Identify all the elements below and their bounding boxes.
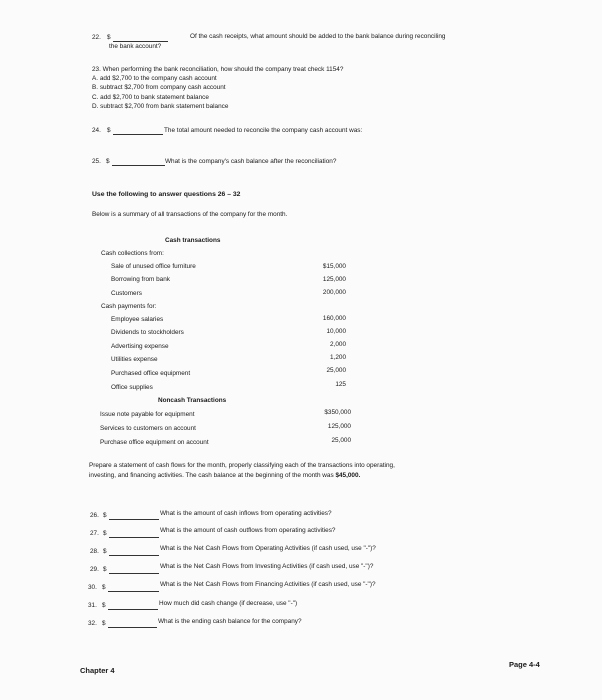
collections-label: Cash collections from: — [101, 250, 164, 257]
collection-value: 200,000 — [322, 289, 346, 296]
question-text: What is the Net Cash Flows from Investing Activities (if cash used, use "-")? — [160, 563, 374, 570]
q23-option-d: D. subtract $2,700 from bank statement balance — [92, 103, 229, 110]
payment-value: 1,200 — [330, 354, 346, 361]
question-text: How much did cash change (if decrease, use "-") — [159, 600, 298, 607]
answer-blank[interactable] — [109, 530, 159, 538]
q23-stem: 23. When performing the bank reconciliation, how should the company treat check 1154? — [92, 66, 344, 73]
noncash-value: $350,000 — [324, 409, 351, 416]
noncash-label: Issue note payable for equipment — [100, 411, 195, 418]
payment-value: 125 — [335, 381, 346, 388]
q24-text: The total amount needed to reconcile the company cash account was: — [164, 127, 363, 134]
question-dollar: $ — [102, 620, 106, 627]
q23-option-c: C. add $2,700 to bank statement balance — [92, 94, 209, 101]
question-dollar: $ — [102, 584, 106, 591]
payment-value: 25,000 — [326, 367, 346, 374]
question-dollar: $ — [103, 548, 107, 555]
question-text: What is the ending cash balance for the company? — [158, 618, 302, 625]
payment-label: Dividends to stockholders — [111, 329, 184, 336]
answer-blank[interactable] — [109, 566, 159, 574]
question-dollar: $ — [103, 530, 107, 537]
payment-label: Utilities expense — [111, 356, 158, 363]
question-text: What is the Net Cash Flows from Financing Activities (if cash used, use "-")? — [160, 581, 376, 588]
q23-option-a: A. add $2,700 to the company cash account — [92, 75, 217, 82]
question-text: What is the amount of cash inflows from operating activities? — [160, 510, 332, 517]
payment-label: Office supplies — [111, 384, 153, 391]
payment-value: 10,000 — [326, 328, 346, 335]
q22-dollar: $ — [107, 34, 111, 41]
collection-label: Sale of unused office furniture — [111, 263, 196, 270]
instructions-line-2 — [89, 472, 360, 479]
question-number: 31. — [88, 602, 97, 609]
q22-answer-blank[interactable] — [113, 34, 168, 42]
q25-text: What is the company's cash balance after the reconciliation? — [165, 158, 337, 165]
answer-blank[interactable] — [108, 602, 158, 610]
q23-option-b: B. subtract $2,700 from company cash account — [92, 84, 226, 91]
answer-blank[interactable] — [109, 548, 159, 556]
question-number: 26. — [90, 512, 99, 519]
collection-label: Customers — [111, 290, 142, 297]
answer-blank[interactable] — [108, 620, 157, 628]
q24-dollar: $ — [107, 127, 111, 134]
payment-value: 2,000 — [330, 341, 346, 348]
payment-value: 160,000 — [322, 315, 346, 322]
question-dollar: $ — [103, 566, 107, 573]
question-text: What is the amount of cash outflows from operating activities? — [160, 527, 336, 534]
question-dollar: $ — [102, 602, 106, 609]
collection-value: 125,000 — [322, 276, 346, 283]
payment-label: Employee salaries — [111, 316, 164, 323]
question-number: 28. — [90, 548, 99, 555]
section-intro: Below is a summary of all transactions of the company for the month. — [92, 211, 288, 218]
answer-blank[interactable] — [108, 584, 159, 592]
noncash-label: Purchase office equipment on account — [100, 439, 209, 446]
q24-number: 24. — [92, 127, 101, 134]
noncash-title: Noncash Transactions — [158, 397, 227, 404]
cash-transactions-title: Cash transactions — [165, 237, 221, 244]
question-dollar: $ — [103, 512, 107, 519]
q25-answer-blank[interactable] — [112, 158, 165, 166]
collection-label: Borrowing from bank — [111, 276, 170, 283]
noncash-value: 125,000 — [327, 423, 351, 430]
q22-text-continued: the bank account? — [109, 43, 162, 50]
section-heading: Use the following to answer questions 26 – 32 — [92, 191, 241, 198]
q25-dollar: $ — [106, 158, 110, 165]
instructions-line-1: Prepare a statement of cash flows for the month, properly classifying each of the transactions into operating, — [89, 462, 395, 469]
payment-label: Purchased office equipment — [111, 370, 191, 377]
beginning-cash-balance: $45,000. — [335, 472, 361, 479]
payments-label: Cash payments for: — [101, 303, 157, 310]
question-number: 32. — [88, 620, 97, 627]
noncash-value: 25,000 — [331, 437, 351, 444]
footer-page-number: Page 4-4 — [509, 660, 540, 669]
q22-number: 22. — [92, 34, 101, 41]
footer-chapter: Chapter 4 — [80, 666, 115, 675]
instructions-line-2-text: investing, and financing activities. The cash balance at the beginning of the month was — [89, 472, 336, 479]
answer-blank[interactable] — [109, 512, 159, 520]
collection-value: $15,000 — [322, 263, 346, 270]
payment-label: Advertising expense — [111, 343, 169, 350]
noncash-label: Services to customers on account — [100, 425, 196, 432]
question-text: What is the Net Cash Flows from Operating Activities (if cash used, use "-")? — [160, 545, 376, 552]
q22-text: Of the cash receipts, what amount should be added to the bank balance during reconciling — [190, 33, 446, 40]
question-number: 29. — [90, 566, 99, 573]
q25-number: 25. — [92, 158, 101, 165]
question-number: 27. — [90, 530, 99, 537]
question-number: 30. — [88, 584, 97, 591]
q24-answer-blank[interactable] — [113, 127, 163, 135]
